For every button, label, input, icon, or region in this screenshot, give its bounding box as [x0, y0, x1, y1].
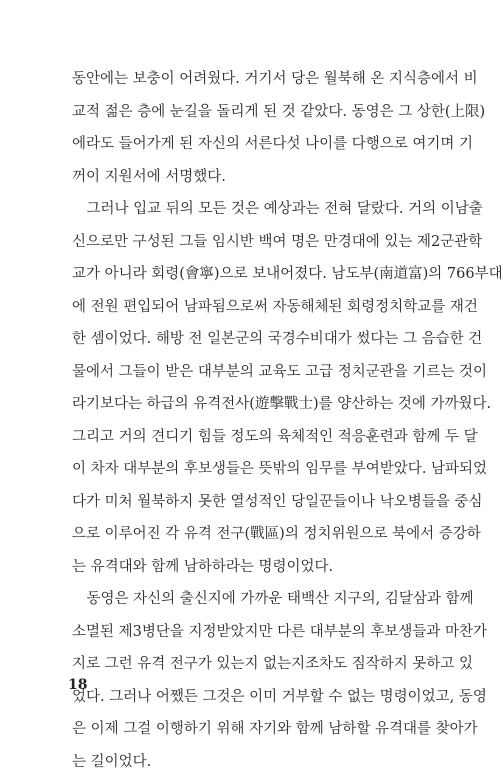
text-line: 동안에는 보충이 어려웠다. 거기서 당은 월북해 온 지식층에서 비 — [72, 63, 410, 96]
text-line: 다가 미처 월북하지 못한 열성적인 당일꾼들이나 낙오병들을 중심 — [72, 486, 410, 519]
text-line: 는 길이었다. — [72, 746, 410, 778]
text-line: 교가 아니라 회령(會寧)으로 보내어졌다. 남도부(南道富)의 766부대 — [72, 258, 410, 291]
page-number: 18 — [68, 677, 87, 693]
body-text — [72, 63, 410, 778]
text-line: 물에서 그들이 받은 대부분의 교육도 고급 정치군관을 기르는 것이 — [72, 356, 410, 389]
text-line: 에 전원 편입되어 남파됨으로써 자동해체된 회령정치학교를 재건 — [72, 291, 410, 324]
text-line: 소멸된 제3병단을 지정받았지만 다른 대부분의 후보생들과 마찬가 — [72, 616, 410, 649]
text-line: 한 셈이었다. 해방 전 일본군의 국경수비대가 썼다는 그 음습한 건 — [72, 323, 410, 356]
text-line: 에라도 들어가게 된 자신의 서른다섯 나이를 다행으로 여기며 기 — [72, 128, 410, 161]
text-line: 라기보다는 하급의 유격전사(遊擊戰士)를 양산하는 것에 가까웠다. — [72, 388, 410, 421]
text-line: 으로 이루어진 각 유격 전구(戰區)의 정치위원으로 북에서 증강하 — [72, 518, 410, 551]
text-line: 신으로만 구성된 그들 임시반 백여 명은 만경대에 있는 제2군관학 — [72, 226, 410, 259]
text-line: 그리고 거의 견디기 힘들 정도의 육체적인 적응훈련과 함께 두 달 — [72, 421, 410, 454]
text-line: 꺼이 지원서에 서명했다. — [72, 161, 410, 194]
text-line: 동영은 자신의 출신지에 가까운 태백산 지구의, 김달삼과 함께 — [72, 583, 410, 616]
text-line: 지로 그런 유격 전구가 있는지 없는지조차도 짐작하지 못하고 있 — [72, 648, 410, 681]
text-line: 이 차자 대부분의 후보생들은 뜻밖의 임무를 부여받았다. 남파되었 — [72, 453, 410, 486]
text-line: 는 유격대와 함께 남하하라는 명령이었다. — [72, 551, 410, 584]
text-line: 교적 젊은 층에 눈길을 돌리게 된 것 같았다. 동영은 그 상한(上限) — [72, 96, 410, 129]
text-line: 은 이제 그걸 이행하기 위해 자기와 함께 남하할 유격대를 찾아가 — [72, 713, 410, 746]
text-line: 그러나 입교 뒤의 모든 것은 예상과는 전혀 달랐다. 거의 이남출 — [72, 193, 410, 226]
text-line: 었다. 그러나 어쨌든 그것은 이미 거부할 수 없는 명령이었고, 동영 — [72, 681, 410, 714]
